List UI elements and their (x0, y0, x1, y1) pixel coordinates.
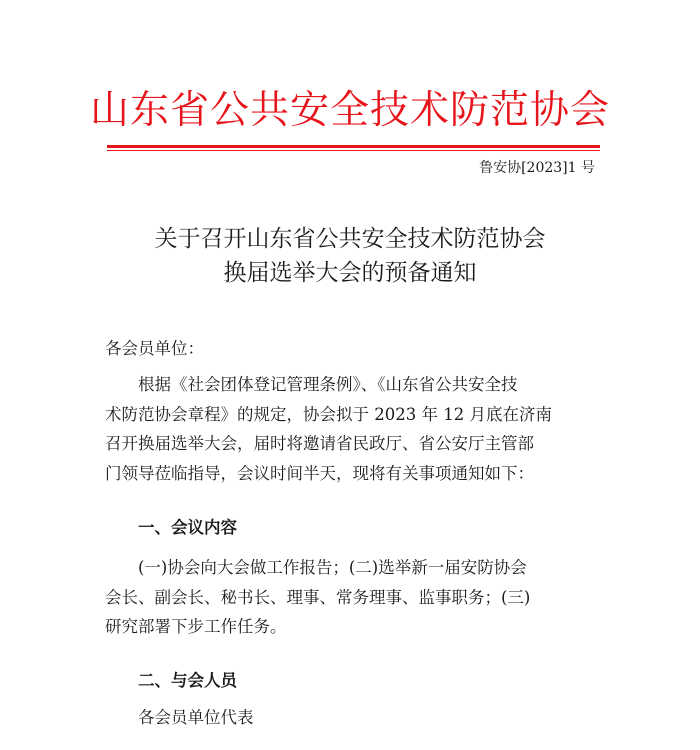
document-number: 鲁安协[2023]1 号 (479, 160, 595, 176)
paragraph-meeting-content-line-3: 研究部署下步工作任务。 (105, 617, 287, 636)
paragraph-intro-line-2: 术防范协会章程》的规定，协会拟于 2023 年 12 月底在济南 (105, 404, 552, 424)
notice-title-line-1: 关于召开山东省公共安全技术防范协会 (154, 226, 546, 252)
paragraph-intro (105, 370, 598, 488)
paragraph-meeting-content-line-1: (一)协会向大会做工作报告；(二)选举新一届安防协会 (138, 558, 527, 577)
paragraph-meeting-content (105, 553, 598, 642)
notice-title-line-2: 换届选举大会的预备通知 (223, 260, 477, 286)
paragraph-intro-line-4: 门领导莅临指导，会议时间半天，现将有关事项通知如下： (105, 463, 534, 483)
paragraph-intro-line-1: 根据《社会团体登记管理条例》、《山东省公共安全技 (138, 375, 518, 394)
section-heading-attendees: 二、与会人员 (138, 671, 237, 690)
notice-title (0, 222, 700, 290)
paragraph-attendees: 各会员单位代表 (138, 708, 254, 727)
header-divider-thin (107, 150, 600, 151)
salutation: 各会员单位： (105, 339, 204, 358)
header-divider-thick (107, 145, 600, 148)
section-heading-meeting-content: 一、会议内容 (138, 518, 237, 537)
paragraph-intro-line-3: 召开换届选举大会，届时将邀请省民政厅、省公安厅主管部 (105, 434, 534, 453)
organization-title: 山东省公共安全技术防范协会 (89, 88, 610, 133)
paragraph-meeting-content-line-2: 会长、副会长、秘书长、理事、常务理事、监事职务；(三) (105, 587, 531, 607)
